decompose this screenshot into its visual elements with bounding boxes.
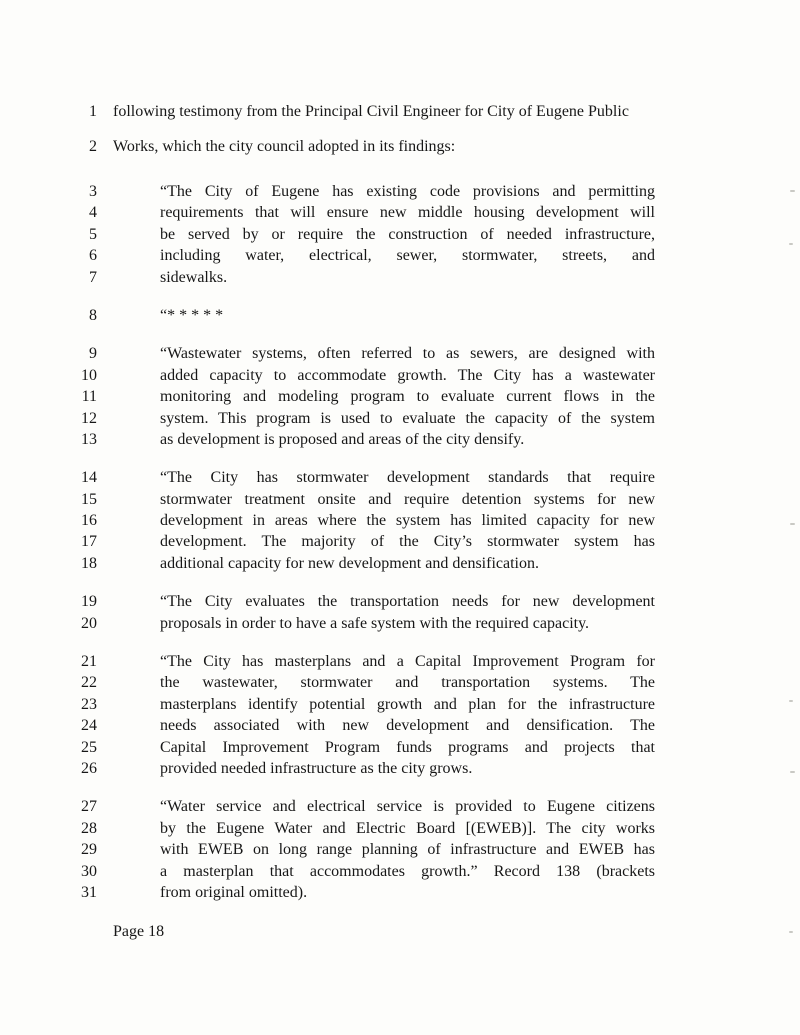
document-line bbox=[0, 591, 800, 612]
line-text: sidewalks. bbox=[160, 268, 228, 286]
quote-4 bbox=[0, 467, 800, 574]
line-number: 20 bbox=[81, 614, 97, 632]
line-number: 25 bbox=[81, 738, 97, 756]
document-line bbox=[0, 181, 800, 202]
document-line bbox=[0, 408, 800, 429]
line-number: 12 bbox=[81, 409, 97, 427]
line-text: Works, which the city council adopted in its findings: bbox=[113, 138, 456, 155]
document-line bbox=[0, 386, 800, 407]
document-line bbox=[0, 343, 800, 364]
line-text: “Wastewater systems, often referred to as sewers, are designed with bbox=[160, 345, 655, 363]
scan-artifact bbox=[789, 243, 793, 245]
line-number: 22 bbox=[81, 674, 97, 692]
quote-5 bbox=[0, 591, 800, 634]
line-text: additional capacity for new development and densification. bbox=[160, 554, 539, 572]
document-line bbox=[0, 245, 800, 266]
document-line bbox=[0, 672, 800, 693]
document-line bbox=[0, 129, 800, 164]
line-number: 11 bbox=[81, 388, 97, 406]
scan-artifact bbox=[789, 700, 793, 702]
line-number: 1 bbox=[89, 103, 97, 120]
line-text: a masterplan that accommodates growth.” Record 138 (brackets bbox=[160, 862, 655, 880]
line-text: “Water service and electrical service is provided to Eugene citizens bbox=[160, 798, 655, 816]
line-text: with EWEB on long range planning of infrastructure and EWEB has bbox=[160, 841, 655, 859]
line-number: 21 bbox=[81, 653, 97, 671]
line-text: be served by or require the construction of needed infrastructure, bbox=[160, 225, 655, 243]
document-line bbox=[0, 467, 800, 488]
document-line bbox=[0, 651, 800, 672]
line-text: “The City of Eugene has existing code provisions and permitting bbox=[160, 183, 655, 200]
line-text: development. The majority of the City’s stormwater system has bbox=[160, 533, 655, 551]
document-line bbox=[0, 305, 800, 326]
line-number: 5 bbox=[89, 225, 97, 243]
line-text: development in areas where the system has limited capacity for new bbox=[160, 512, 655, 530]
line-number: 26 bbox=[81, 759, 97, 777]
scan-artifact bbox=[790, 190, 795, 192]
document-line bbox=[0, 553, 800, 574]
line-text: monitoring and modeling program to evaluate current flows in the bbox=[160, 388, 655, 406]
line-text: requirements that will ensure new middle housing development will bbox=[160, 204, 655, 222]
line-number: 6 bbox=[89, 247, 97, 265]
line-number: 9 bbox=[89, 345, 97, 363]
line-number: 10 bbox=[81, 366, 97, 384]
line-number: 28 bbox=[81, 819, 97, 837]
line-text: “The City evaluates the transportation needs for new development bbox=[160, 593, 655, 611]
line-text: stormwater treatment onsite and require detention systems for new bbox=[160, 490, 655, 508]
line-number: 3 bbox=[89, 183, 97, 200]
quote-1 bbox=[0, 181, 800, 288]
line-number: 30 bbox=[81, 862, 97, 880]
line-text: “The City has stormwater development standards that require bbox=[160, 469, 655, 487]
document-line bbox=[0, 737, 800, 758]
line-number: 17 bbox=[81, 533, 97, 551]
line-text: from original omitted). bbox=[160, 883, 308, 901]
line-text: Capital Improvement Program funds programs and projects that bbox=[160, 738, 655, 756]
document-line bbox=[0, 882, 800, 903]
line-text: masterplans identify potential growth and plan for the infrastructure bbox=[160, 695, 655, 713]
line-text: by the Eugene Water and Electric Board [(EWEB)]. The city works bbox=[160, 819, 655, 837]
scan-artifact bbox=[790, 523, 795, 525]
scan-artifact bbox=[790, 771, 795, 773]
document-line bbox=[0, 715, 800, 736]
document-line bbox=[0, 861, 800, 882]
line-number: 27 bbox=[81, 798, 97, 816]
line-number: 29 bbox=[81, 841, 97, 859]
document-line bbox=[0, 267, 800, 288]
line-number: 16 bbox=[81, 512, 97, 530]
paragraph-1 bbox=[0, 94, 800, 164]
line-text: system. This program is used to evaluate the capacity of the system bbox=[160, 409, 655, 427]
document-line bbox=[0, 224, 800, 245]
line-number: 4 bbox=[89, 204, 97, 222]
line-text: following testimony from the Principal Civil Engineer for City of Eugene Public bbox=[113, 103, 629, 120]
line-text: including water, electrical, sewer, stormwater, streets, and bbox=[160, 247, 655, 265]
line-number: 14 bbox=[81, 469, 97, 487]
line-number: 15 bbox=[81, 490, 97, 508]
line-text: added capacity to accommodate growth. The City has a wastewater bbox=[160, 366, 655, 384]
line-number: 13 bbox=[81, 430, 97, 448]
document-line bbox=[0, 613, 800, 634]
document-line bbox=[0, 694, 800, 715]
document-line bbox=[0, 202, 800, 223]
document-line bbox=[0, 429, 800, 450]
quote-6 bbox=[0, 651, 800, 779]
line-number: 7 bbox=[89, 268, 97, 286]
line-text: as development is proposed and areas of the city densify. bbox=[160, 430, 525, 448]
document-line bbox=[0, 94, 800, 129]
line-number: 8 bbox=[89, 306, 97, 324]
document-line bbox=[0, 839, 800, 860]
document-line bbox=[0, 758, 800, 779]
line-text: “The City has masterplans and a Capital Improvement Program for bbox=[160, 653, 655, 671]
line-number: 2 bbox=[89, 138, 97, 155]
line-number: 31 bbox=[81, 883, 97, 901]
line-number: 23 bbox=[81, 695, 97, 713]
document-line bbox=[0, 510, 800, 531]
document-line bbox=[0, 365, 800, 386]
document-line bbox=[0, 489, 800, 510]
line-text: provided needed infrastructure as the city grows. bbox=[160, 759, 473, 777]
line-number: 24 bbox=[81, 717, 97, 735]
line-number: 19 bbox=[81, 593, 97, 611]
line-text: the wastewater, stormwater and transportation systems. The bbox=[160, 674, 655, 692]
line-text: “* * * * * bbox=[160, 306, 224, 324]
document-line bbox=[0, 796, 800, 817]
quote-2 bbox=[0, 305, 800, 326]
line-number: 18 bbox=[81, 554, 97, 572]
line-text: needs associated with new development and densification. The bbox=[160, 717, 655, 735]
quote-3 bbox=[0, 343, 800, 450]
document-line bbox=[0, 818, 800, 839]
scan-artifact bbox=[789, 931, 793, 933]
document-body bbox=[0, 94, 800, 903]
document-line bbox=[0, 531, 800, 552]
quote-7 bbox=[0, 796, 800, 903]
page-footer: Page 18 bbox=[113, 923, 165, 941]
line-text: proposals in order to have a safe system with the required capacity. bbox=[160, 614, 590, 632]
